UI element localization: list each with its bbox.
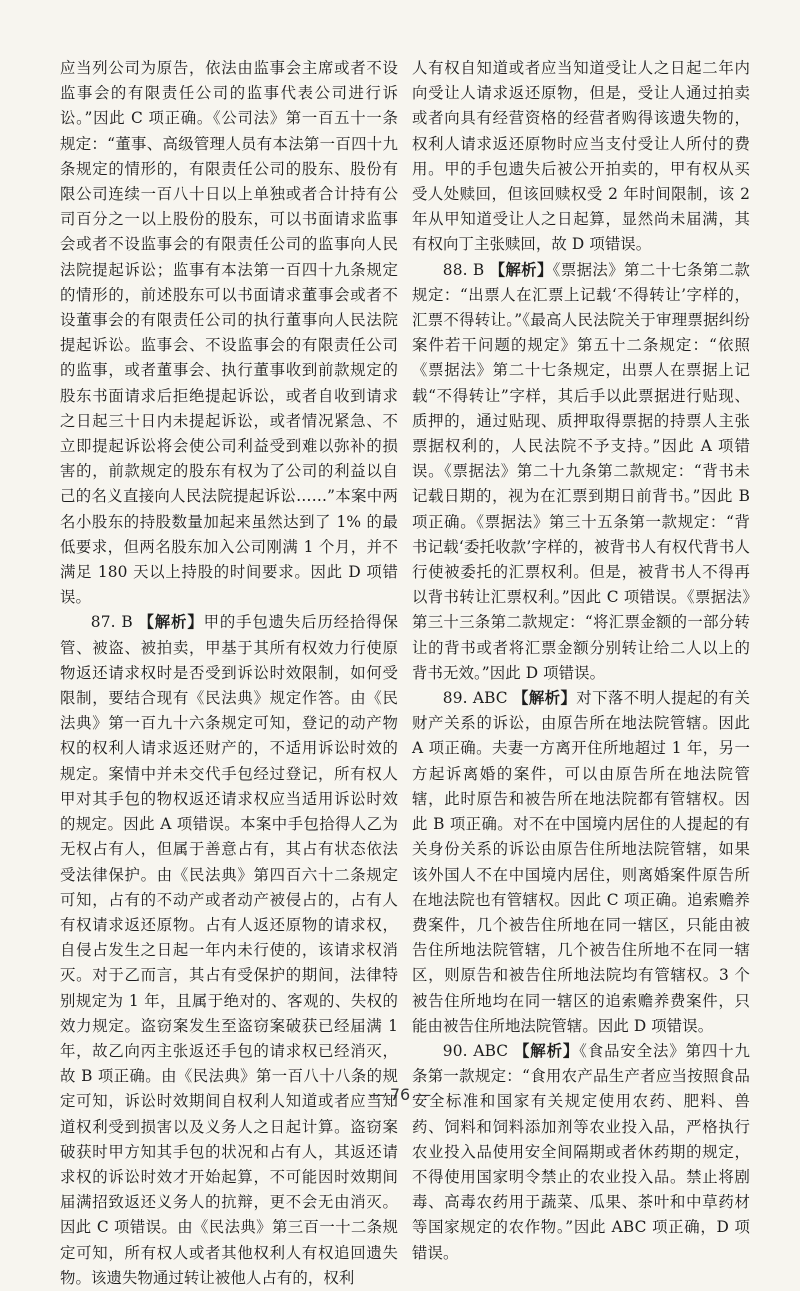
answer-89 bbox=[412, 686, 750, 1039]
paragraph-continued bbox=[60, 56, 398, 610]
analysis-text: 《票据法》第二十七条第二款规定：“出票人在汇票上记载‘不得转让’字样的，汇票不得转让。”《最高人民法院关于审理票据纠纷案件若干问题的规定》第五十二条规定：“依照《票据法》第二十七条规定，出票人在票据上记载“不得转让”字样，其后手以此票据进行贴现、质押的，通过贴现、质押取得票据的持票人主张票据权利的，人民法院不予支持。”因此 A 项错误。《票据法》第二十九条第二款规定：“背书未记载日期的，视为在汇票到期日前背书。”因此 B 项正确。《票据法》第三十五条第一款规定：“背书记载‘委托收款’字样的，被背书人有权代背书人行使被委托的汇票权利。但是，被背书人不得再以背书转让汇票权利。”因此 C 项错误。《票据法》第三十三条第二款规定：“将汇票金额的一部分转让的背书或者将汇票金额分别转让给二人以上的背书无效。”因此 D 项错误。 bbox=[412, 260, 750, 682]
analysis-tag: 【解析】 bbox=[138, 613, 204, 632]
paragraph-text: 应当列公司为原告，依法由监事会主席或者不设监事会的有限责任公司的监事代表公司进行诉讼。”因此 C 项正确。《公司法》第一百五十一条规定：“董事、高级管理人员有本法第一百四十九条规定的情形的，有限责任公司的股东、股份有限公司连续一百八十日以上单独或者合计持有公司百分之一以上股份的股东，可以书面请求监事会或者不设监事会的有限责任公司的监事向人民法院提起诉讼；监事有本法第一百四十九条规定的情形的，前述股东可以书面请求董事会或者不设董事会的有限责任公司的执行董事向人民法院提起诉讼。监事会、不设监事会的有限责任公司的监事，或者董事会、执行董事收到前款规定的股东书面请求后拒绝提起诉讼，或者自收到请求之日起三十日内未提起诉讼，或者情况紧急、不立即提起诉讼将会使公司利益受到难以弥补的损害的，前款规定的股东有权为了公司的利益以自己的名义直接向人民法院提起诉讼……”本案中两名小股东的持股数量加起来虽然达到了 1% 的最低要求，但两名股东加入公司刚满 1 个月，并不满足 180 天以上持股的时间要求。因此 D 项错误。 bbox=[60, 59, 398, 607]
paragraph-continued bbox=[412, 56, 750, 258]
answer-90 bbox=[412, 1039, 750, 1266]
analysis-tag: 【解析】 bbox=[513, 1041, 580, 1060]
analysis-text: 对下落不明人提起的有关财产关系的诉讼，由原告所在地法院管辖。因此 A 项正确。夫妻一方离开住所地超过 1 年，另一方起诉离婚的案件，可以由原告所在地法院管辖，此时原告和被告所在地法院都有管辖权。因此 B 项正确。对不在中国境内居住的人提起的有关身份关系的诉讼由原告住所地法院管辖，如果该外国人不在中国境内居住，则离婚案件原告所在地法院也有管辖权。因此 C 项正确。追索赡养费案件，几个被告住所地在同一辖区，只能由被告住所地法院管辖，几个被告住所地不在同一辖区，则原告和被告住所地法院均有管辖权。3 个被告住所地均在同一辖区的追索赡养费案件，只能由被告住所地法院管辖。因此 D 项错误。 bbox=[412, 689, 750, 1035]
answer-label: 88. B bbox=[442, 260, 485, 279]
answer-88 bbox=[412, 258, 750, 686]
analysis-text: 甲的手包遗失后历经拾得保管、被盗、被拍卖，甲基于其所有权效力行使原物返还请求权时是否受到诉讼时效限制，如何受限制，要结合现有《民法典》规定作答。由《民法典》第一百九十六条规定可知，登记的动产物权的权利人请求返还财产的，不适用诉讼时效的规定。案情中并未交代手包经过登记，所有权人甲对其手包的物权返还请求权应当适用诉讼时效的规定。因此 A 项错误。本案中手包拾得人乙为无权占有人，但属于善意占有，其占有状态依法受法律保护。由《民法典》第四百六十二条规定可知，占有的不动产或者动产被侵占的，占有人有权请求返还原物。占有人返还原物的请求权，自侵占发生之日起一年内未行使的，该请求权消灭。对于乙而言，其占有受保护的期间，法律特别规定为 1 年，且属于绝对的、客观的、失权的效力规定。盗窃案发生至盗窃案破获已经届满 1 年，故乙向丙主张返还手包的请求权已经消灭，故 B 项正确。由《民法典》第一百八十八条的规定可知，诉讼时效期间自权利人知道或者应当知道权利受到损害以及义务人之日起计算。盗窃案破获时甲方知其手包的状况和占有人，其返还请求权的诉讼时效才开始起算，不可能因时效期间届满招致返还义务人的抗辩，更不会无由消灭。因此 C 项错误。由《民法典》第三百一十二条规定可知，所有权人或者其他权利人有权追回遗失物。该遗失物通过转让被他人占有的，权利 bbox=[60, 613, 398, 1287]
answer-label: 87. B bbox=[90, 613, 133, 632]
paragraph-text: 人有权自知道或者应当知道受让人之日起二年内向受让人请求返还原物，但是，受让人通过拍卖或者向具有经营资格的经营者购得该遗失物的，权利人请求返还原物时应当支付受让人所付的费用。甲的手包遗失后被公开拍卖的，甲有权从买受人处赎回，但该回赎权受 2 年时间限制，该 2 年从甲知道受让人之日起算，显然尚未届满，其有权向丁主张赎回，故 D 项错误。 bbox=[412, 59, 750, 254]
answer-87 bbox=[60, 610, 398, 1290]
answer-label: 89. ABC bbox=[442, 689, 508, 708]
answer-label: 90. ABC bbox=[442, 1041, 509, 1060]
analysis-tag: 【解析】 bbox=[489, 260, 553, 279]
analysis-tag: 【解析】 bbox=[513, 689, 577, 708]
left-column bbox=[60, 56, 398, 1291]
page-number: — 76 — bbox=[368, 1085, 432, 1104]
analysis-text: 《食品安全法》第四十九条第一款规定：“食用农产品生产者应当按照食品安全标准和国家有关规定使用农药、肥料、兽药、饲料和饲料添加剂等农业投入品，严格执行农业投入品使用安全间隔期或者休药期的规定，不得使用国家明令禁止的农业投入品。禁止将剧毒、高毒农药用于蔬菜、瓜果、茶叶和中草药材等国家规定的农作物。”因此 ABC 项正确，D 项错误。 bbox=[412, 1041, 751, 1262]
